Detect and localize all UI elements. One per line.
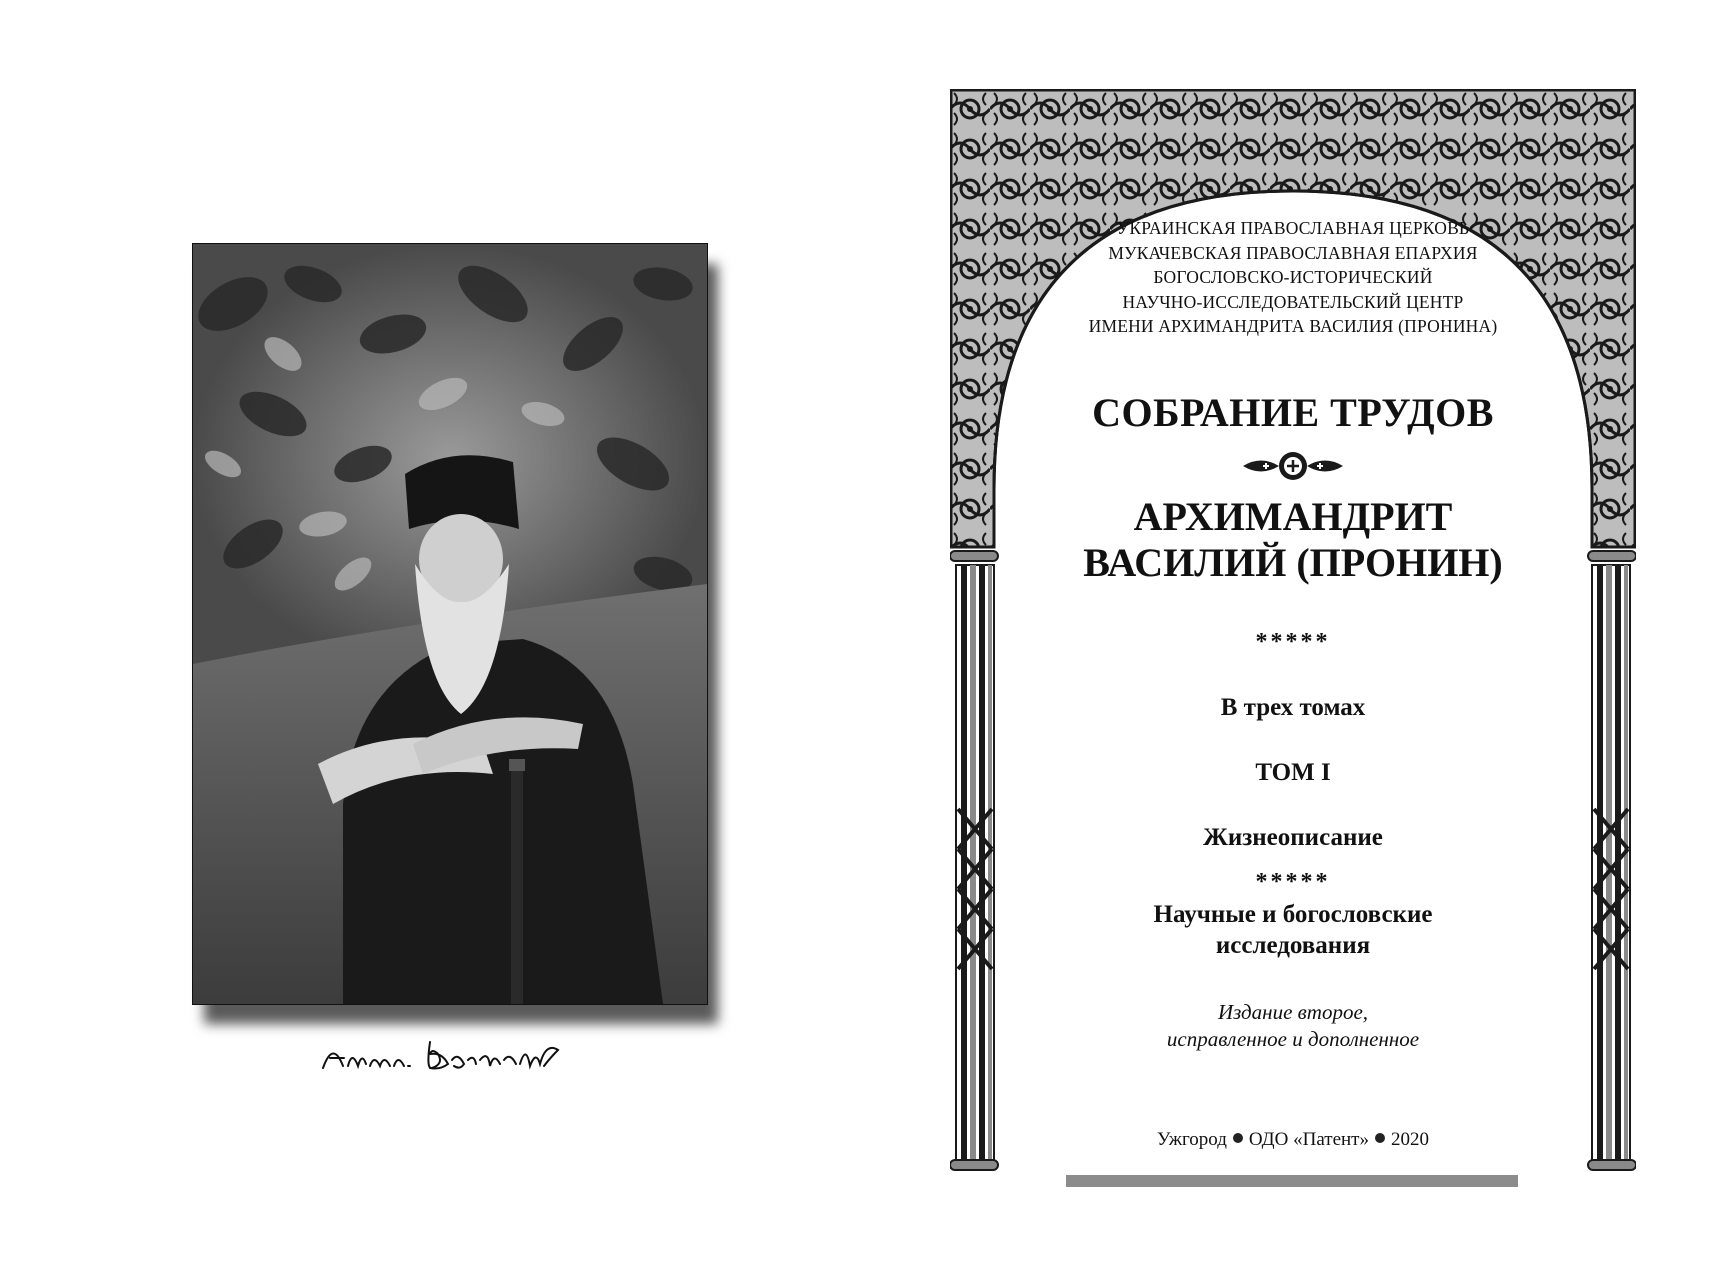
author-line: ВАСИЛИЙ (ПРОНИН) xyxy=(1083,540,1503,585)
imprint-year: 2020 xyxy=(1390,1129,1429,1150)
portrait-photo-illustration xyxy=(193,244,707,1004)
portrait-photo xyxy=(192,243,708,1005)
header-line: ИМЕНИ АРХИМАНДРИТА ВАСИЛИЯ (ПРОНИНА) xyxy=(1088,316,1498,336)
header-line: УКРАИНСКАЯ ПРАВОСЛАВНАЯ ЦЕРКОВЬ xyxy=(1116,218,1470,238)
stars-separator: ***** xyxy=(1255,869,1331,895)
handwritten-signature xyxy=(318,1030,578,1082)
header-line: БОГОСЛОВСКО-ИСТОРИЧЕСКИЙ xyxy=(1153,267,1433,287)
edition-line: Издание второе, xyxy=(1217,1000,1369,1024)
title-page xyxy=(950,89,1636,1191)
stars-separator: ***** xyxy=(1255,629,1331,655)
research-line: исследования xyxy=(1215,932,1371,959)
bullet-icon xyxy=(1233,1133,1243,1143)
research-line: Научные и богословские xyxy=(1153,901,1433,928)
header-line: НАУЧНО-ИССЛЕДОВАТЕЛЬСКИЙ ЦЕНТР xyxy=(1122,291,1464,312)
bullet-icon xyxy=(1375,1133,1385,1143)
author-line: АРХИМАНДРИТ xyxy=(1133,494,1453,539)
edition-line: исправленное и дополненное xyxy=(1166,1027,1420,1051)
volumes-text: В трех томах xyxy=(1220,694,1366,721)
header-line: МУКАЧЕВСКАЯ ПРАВОСЛАВНАЯ ЕПАРХИЯ xyxy=(1108,242,1478,263)
bottom-bar xyxy=(1066,1175,1518,1187)
imprint-publisher: ОДО «Патент» xyxy=(1248,1129,1369,1150)
author-name xyxy=(950,494,1636,586)
divider-ornament-icon xyxy=(1241,449,1345,483)
imprint-city: Ужгород xyxy=(1157,1129,1227,1150)
life-section: Жизнеописание xyxy=(1203,824,1383,851)
tome-number: ТОМ I xyxy=(1255,759,1331,786)
imprint xyxy=(950,1129,1636,1151)
research-section xyxy=(950,899,1636,961)
publisher-header xyxy=(950,216,1636,339)
edition-note xyxy=(950,999,1636,1053)
main-title: СОБРАНИЕ ТРУДОВ xyxy=(1092,390,1494,435)
